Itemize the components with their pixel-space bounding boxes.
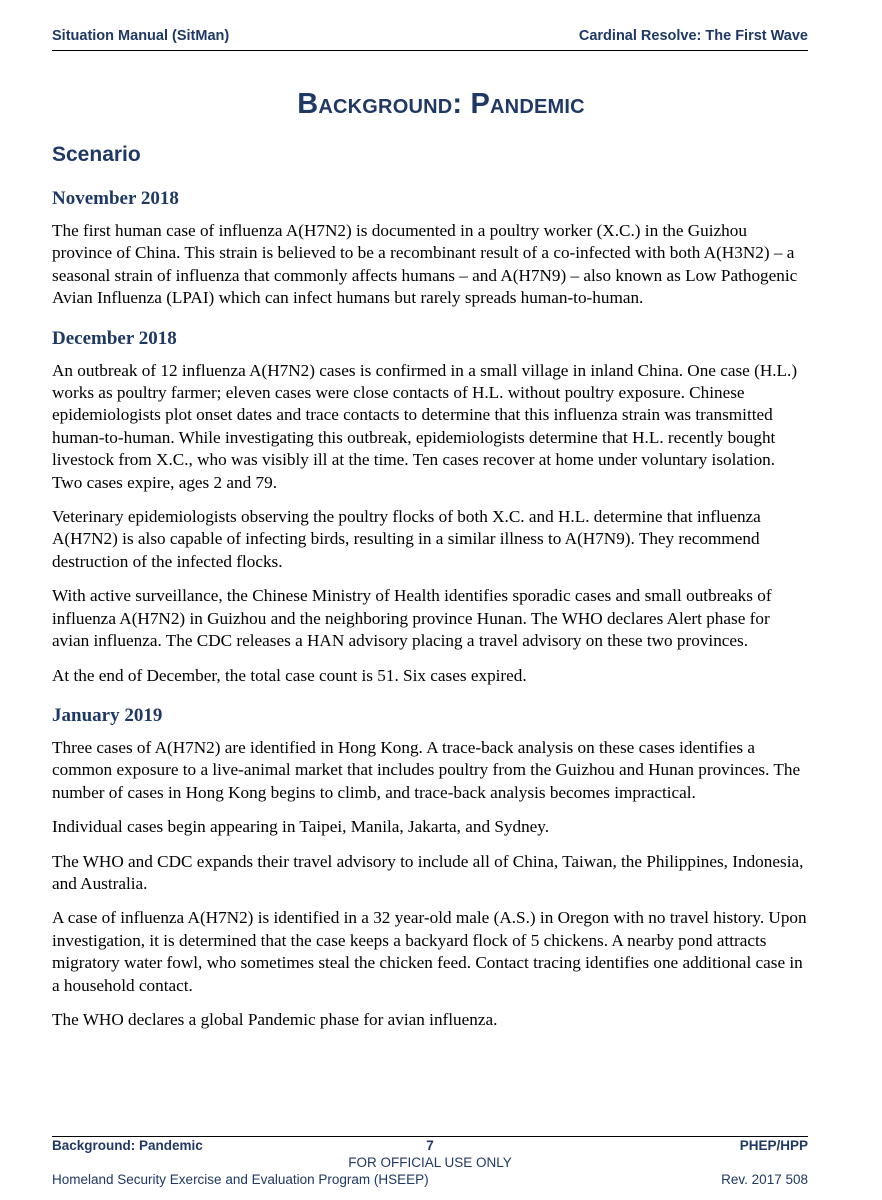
- paragraph: An outbreak of 12 influenza A(H7N2) cases is confirmed in a small village in inland China. One case (H.L.) works as poultry farmer; eleven cases were close contacts of H.L. without poultry exposure. Chinese epidemiologists plot onset dates and trace contacts to determine that this influenza strain was transmitted human-to-human. While investigating this outbreak, epidemiologists determine that H.L. recently bought livestock from X.C., who was visibly ill at the time. Ten cases recover at home under voluntary isolation. Two cases expire, ages 2 and 79.: [52, 360, 798, 492]
- page-number: 7: [426, 1138, 434, 1153]
- footer-program-code: PHEP/HPP: [739, 1138, 808, 1153]
- footer-row-middle: [52, 1154, 808, 1171]
- paragraph: Individual cases begin appearing in Taipei, Manila, Jakarta, and Sydney.: [52, 817, 550, 837]
- header-left: Situation Manual (SitMan): [52, 28, 230, 44]
- footer-row-top: [52, 1137, 808, 1154]
- footer-revision: Rev. 2017 508: [721, 1172, 808, 1187]
- page-title: Background: Pandemic: [297, 88, 585, 120]
- paragraph: The WHO declares a global Pandemic phase for avian influenza.: [52, 1009, 498, 1029]
- paragraph: With active surveillance, the Chinese Ministry of Health identifies sporadic cases and small outbreaks of influenza A(H7N2) in Guizhou and the neighboring province Hunan. The WHO declares Alert phase for avian influenza. The CDC releases a HAN advisory placing a travel advisory on these two provinces.: [52, 586, 772, 651]
- footer-program-name: Homeland Security Exercise and Evaluation Program (HSEEP): [52, 1172, 429, 1187]
- paragraph: Three cases of A(H7N2) are identified in Hong Kong. A trace-back analysis on these cases identifies a common exposure to a live-animal market that includes poultry from the Guizhou and Hunan provinces. The number of cases in Hong Kong begins to climb, and trace-back analysis becomes impractical.: [52, 737, 801, 802]
- header-rule: [52, 50, 808, 51]
- paragraph: The WHO and CDC expands their travel advisory to include all of China, Taiwan, the Philippines, Indonesia, and Australia.: [52, 851, 804, 893]
- subsection-heading-december: December 2018: [52, 327, 177, 349]
- page-header: [52, 28, 808, 52]
- paragraph: A case of influenza A(H7N2) is identified in a 32 year-old male (A.S.) in Oregon with no travel history. Upon investigation, it is determined that the case keeps a backyard flock of 5 chickens. A nearby pond attracts migratory water fowl, who sometimes steal the chicken feed. Contact tracing identifies one additional case in a household contact.: [52, 908, 807, 995]
- footer-classification: FOR OFFICIAL USE ONLY: [348, 1155, 512, 1170]
- header-right: Cardinal Resolve: The First Wave: [578, 28, 808, 44]
- section-heading: Scenario: [52, 143, 141, 166]
- subsection-heading-january: January 2019: [52, 704, 163, 726]
- paragraph: The first human case of influenza A(H7N2) is documented in a poultry worker (X.C.) in the Guizhou province of China. This strain is believed to be a recombinant result of a co-infected with both A(H3N2) – a seasonal strain of influenza that commonly affects humans – and A(H7N9) – also known as Low Pathogenic Avian Influenza (LPAI) which can infect humans but rarely spreads human-to-human.: [52, 221, 798, 308]
- paragraph: At the end of December, the total case count is 51. Six cases expired.: [52, 665, 527, 685]
- page-content: [52, 142, 808, 1043]
- page-footer: [52, 1136, 808, 1188]
- footer-section-title: Background: Pandemic: [52, 1138, 203, 1153]
- subsection-heading-november: November 2018: [52, 188, 179, 209]
- paragraph: Veterinary epidemiologists observing the poultry flocks of both X.C. and H.L. determine that influenza A(H7N2) is also capable of infecting birds, resulting in a similar illness to A(H7N9). They recommend destruction of the infected flocks.: [52, 507, 761, 571]
- footer-row-bottom: [52, 1171, 808, 1188]
